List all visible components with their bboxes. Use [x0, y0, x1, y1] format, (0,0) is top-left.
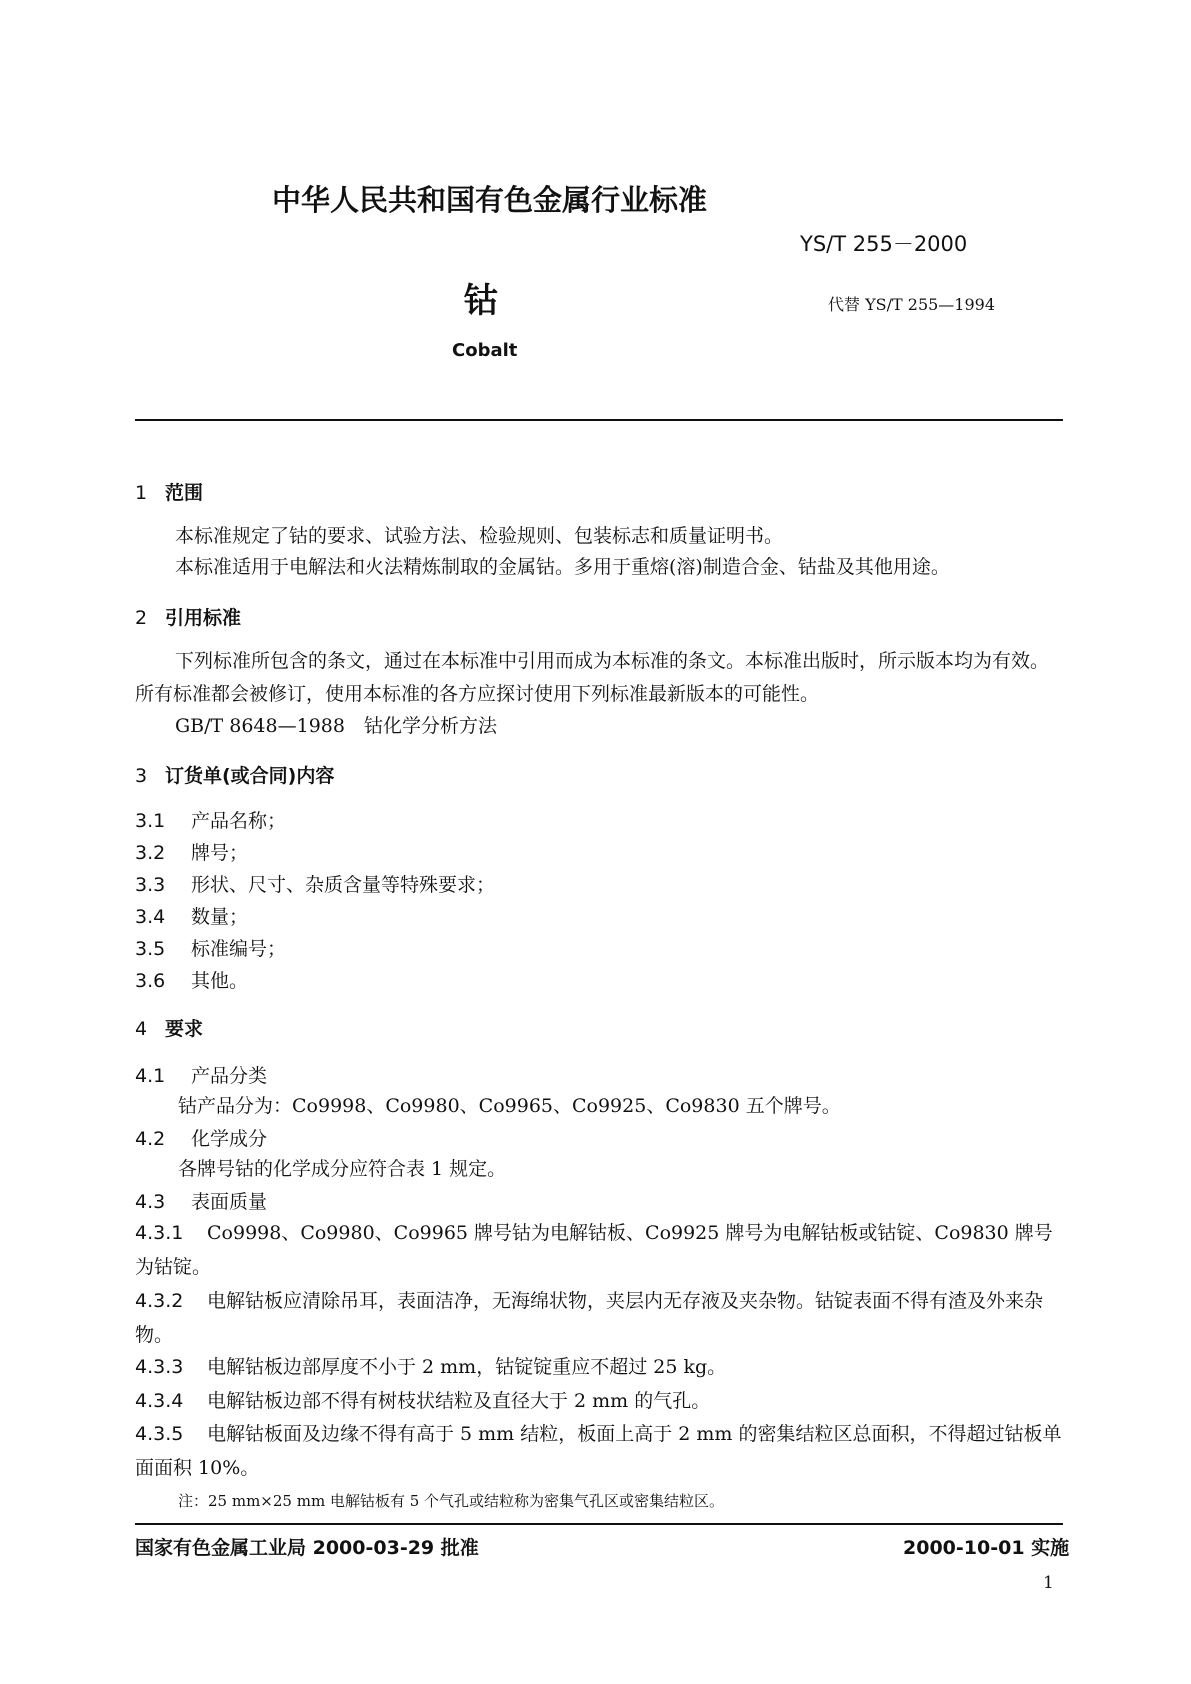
approval-line: 国家有色金属工业局 2000-03-29 批准 — [135, 1537, 479, 1559]
section-1-heading — [135, 478, 203, 505]
subsection-4-1-heading — [135, 1061, 267, 1088]
list-item — [135, 934, 286, 961]
clause-number: 4.3.1 — [135, 1222, 184, 1244]
clause-number: 4.3.3 — [135, 1356, 184, 1378]
list-item — [135, 838, 248, 865]
subsection-title: 产品分类 — [191, 1065, 268, 1087]
clause-number: 4.3.2 — [135, 1290, 184, 1312]
footer-rule — [135, 1523, 1063, 1525]
clause-number: 4.3.5 — [135, 1423, 184, 1445]
note: 注：25 mm×25 mm 电解钴板有 5 个气孔或结粒称为密集气孔区或密集结粒区。 — [178, 1492, 725, 1510]
subsection-title: 化学成分 — [191, 1128, 268, 1150]
standard-number: YS/T 255－2000 — [800, 232, 968, 256]
section-number: 4 — [135, 1018, 148, 1040]
section-2-heading — [135, 603, 241, 630]
item-number: 3.4 — [135, 906, 166, 928]
subsection-number: 4.1 — [135, 1065, 166, 1087]
list-item — [135, 806, 286, 833]
item-number: 3.1 — [135, 810, 166, 832]
section-title: 订货单(或合同)内容 — [165, 765, 335, 787]
clause-text: 电解钴板应清除吊耳，表面洁净，无海绵状物，夹层内无存液及夹杂物。钴锭表面不得有渣及外来杂物。 — [135, 1290, 1044, 1346]
section-title: 引用标准 — [165, 607, 242, 629]
section-1-para-2: 本标准适用于电解法和火法精炼制取的金属钴。多用于重熔(溶)制造合金、钴盐及其他用途。 — [175, 556, 950, 578]
list-item — [135, 902, 248, 929]
section-number: 1 — [135, 482, 148, 504]
clause-4-3-1 — [135, 1216, 1065, 1284]
clause-text: 电解钴板面及边缘不得有高于 5 mm 结粒，板面上高于 2 mm 的密集结粒区总面积，不得超过钴板单面面积 10%。 — [135, 1423, 1062, 1479]
clause-text: 电解钴板边部厚度不小于 2 mm，钴锭锭重应不超过 25 kg。 — [207, 1356, 727, 1378]
item-text: 产品名称； — [191, 810, 287, 832]
subsection-number: 4.2 — [135, 1128, 166, 1150]
item-number: 3.6 — [135, 970, 166, 992]
section-2-para-1: 下列标准所包含的条文，通过在本标准中引用而成为本标准的条文。本标准出版时，所示版本均为有效。所有标准都会被修订，使用本标准的各方应探讨使用下列标准最新版本的可能性。 — [135, 650, 1050, 705]
header-rule — [135, 419, 1063, 421]
section-3-heading — [135, 761, 334, 788]
document-title-en: Cobalt — [452, 340, 518, 361]
section-1-para-1: 本标准规定了钴的要求、试验方法、检验规则、包装标志和质量证明书。 — [175, 525, 784, 547]
item-number: 3.2 — [135, 842, 166, 864]
list-item — [135, 870, 495, 897]
section-title: 范围 — [165, 482, 204, 504]
clause-4-3-3 — [135, 1350, 1065, 1384]
clause-4-3-4 — [135, 1384, 1065, 1418]
issuer-title: 中华人民共和国有色金属行业标准 — [272, 183, 708, 217]
item-number: 3.5 — [135, 938, 166, 960]
document-title: 钴 — [464, 281, 498, 321]
clause-number: 4.3.4 — [135, 1390, 184, 1412]
clause-4-3-5 — [135, 1417, 1065, 1485]
clause-text: Co9998、Co9980、Co9965 牌号钴为电解钴板、Co9925 牌号为电解钴板或钴锭、Co9830 牌号为钴锭。 — [135, 1222, 1053, 1278]
item-text: 形状、尺寸、杂质含量等特殊要求； — [191, 874, 496, 896]
subsection-4-1-text: 钴产品分为：Co9998、Co9980、Co9965、Co9925、Co9830 五个牌号。 — [178, 1095, 841, 1117]
page-number: 1 — [1043, 1573, 1054, 1593]
list-item — [135, 966, 248, 993]
item-text: 其他。 — [191, 970, 249, 992]
item-text: 数量； — [191, 906, 249, 928]
subsection-number: 4.3 — [135, 1191, 166, 1213]
section-number: 2 — [135, 607, 148, 629]
subsection-4-2-heading — [135, 1124, 267, 1151]
item-text: 标准编号； — [191, 938, 287, 960]
subsection-4-2-text: 各牌号钴的化学成分应符合表 1 规定。 — [178, 1158, 507, 1180]
replaces-standard: 代替 YS/T 255—1994 — [828, 295, 996, 314]
section-2-reference: GB/T 8648—1988 钴化学分析方法 — [175, 715, 497, 737]
clause-4-3-2 — [135, 1284, 1065, 1352]
section-4-heading — [135, 1014, 203, 1041]
clause-text: 电解钴板边部不得有树枝状结粒及直径大于 2 mm 的气孔。 — [207, 1390, 711, 1412]
subsection-title: 表面质量 — [191, 1191, 268, 1213]
implementation-date: 2000-10-01 实施 — [903, 1537, 1070, 1559]
section-number: 3 — [135, 765, 148, 787]
subsection-4-3-heading — [135, 1187, 267, 1214]
item-text: 牌号； — [191, 842, 249, 864]
section-title: 要求 — [165, 1018, 204, 1040]
item-number: 3.3 — [135, 874, 166, 896]
